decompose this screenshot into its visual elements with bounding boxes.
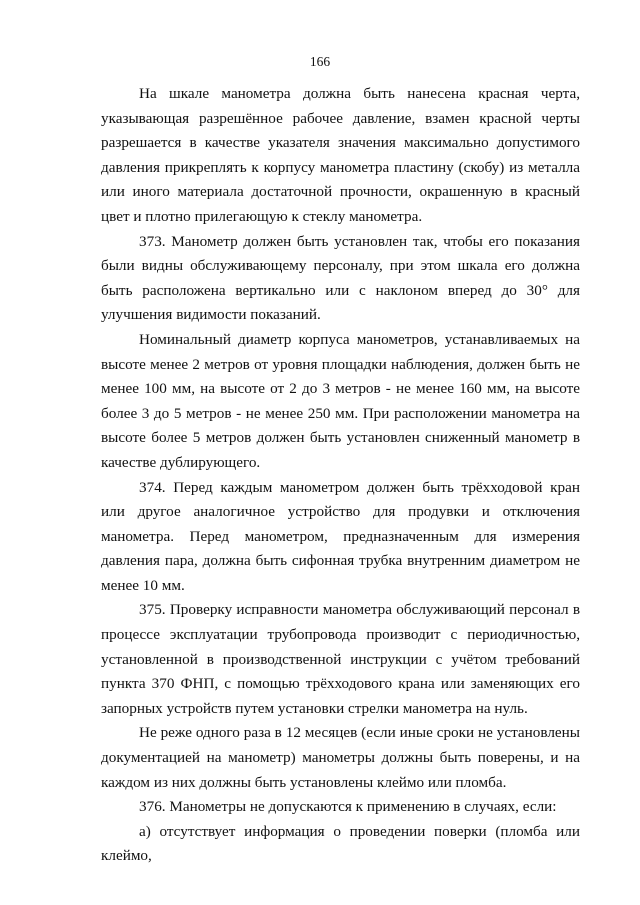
paragraph-nominal-diameter: Номинальный диаметр корпуса манометров, устанавливаемых на высоте менее 2 метров от уровня площадки наблюдения, должен быть не менее 100 мм, на высоте от 2 до 3 метров - не менее 160 мм, на высоте более 3 до 5 метров - не менее 250 мм. При расположении манометра на высоте более 5 метров должен быть установлен сниженный манометр в качестве дублирующего. — [101, 330, 580, 471]
document-body — [101, 82, 580, 869]
paragraph-374-three-way-valve: 374. Перед каждым манометром должен быть трёхходовой кран или другое аналогичное устройство для продувки и отключения манометра. Перед манометром, предназначенным для измерения давления пара, должна быть сифонная трубка внутренним диаметром не менее 10 мм. — [101, 478, 580, 594]
paragraph-375-serviceability-check: 375. Проверку исправности манометра обслуживающий персонал в процессе эксплуатации трубопровода производит с периодичностью, установленной в производственной инструкции с учётом требований пункта 370 ФНП, с помощью трёхходового крана или заменяющих его запорных устройств путем установки стрелки манометра на нуль. — [101, 601, 580, 717]
paragraph-376-not-allowed: 376. Манометры не допускаются к применению в случаях, если: — [139, 798, 557, 816]
page-number: 166 — [309, 54, 331, 69]
paragraph-376-item-a: а) отсутствует информация о проведении поверки (пломба или клеймо, — [101, 822, 580, 865]
paragraph-pressure-gauge-red-line: На шкале манометра должна быть нанесена красная черта, указывающая разрешённое рабочее давление, взамен красной черты разрешается в качестве указателя значения максимально допустимого давления прикреплять к корпусу манометра пластину (скобу) из металла или иного материала достаточной прочности, окрашенную в красный цвет и плотно прилегающую к стеклу манометра. — [101, 85, 580, 225]
paragraph-verification-interval: Не реже одного раза в 12 месяцев (если иные сроки не установлены документацией на манометр) манометры должны быть поверены, и на каждом из них должны быть установлены клеймо или пломба. — [101, 724, 580, 791]
paragraph-373-installation: 373. Манометр должен быть установлен так, чтобы его показания были видны обслуживающему персоналу, при этом шкала его должна быть расположена вертикально или с наклоном вперед до 30° для улучшения видимости показаний. — [101, 232, 580, 324]
